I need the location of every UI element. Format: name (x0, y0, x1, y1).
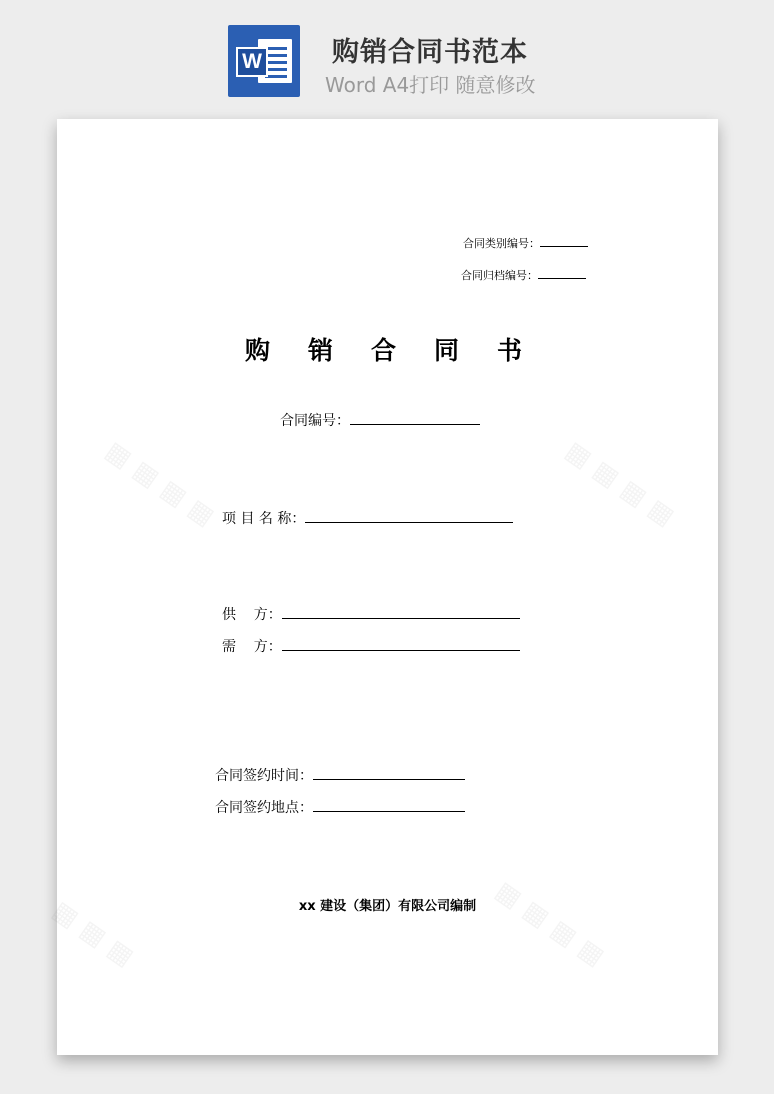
watermark: ▦ ▦ ▦ ▦ (559, 435, 680, 533)
watermark: ▦ ▦ ▦ ▦ (489, 875, 610, 973)
word-letter: W (236, 47, 268, 77)
sign-time-line[interactable] (313, 767, 465, 780)
buyer-line[interactable] (282, 638, 520, 651)
archive-no-field (461, 266, 586, 283)
footer-organization: xx 建设（集团）有限公司编制 (298, 899, 477, 914)
contract-no-label: 合同编号： (280, 413, 350, 429)
category-no-field (463, 234, 588, 251)
project-name-field (222, 508, 513, 528)
supplier-line[interactable] (282, 606, 520, 619)
contract-no-line[interactable] (350, 412, 480, 425)
watermark: ▦ ▦ ▦ ▦ (99, 435, 220, 533)
supplier-field (222, 604, 520, 624)
archive-no-label: 合同归档编号： (461, 269, 538, 282)
sign-time-field (215, 765, 465, 785)
sign-place-line[interactable] (313, 799, 465, 812)
project-name-line[interactable] (305, 510, 513, 523)
template-title: 购销合同书范本 (332, 37, 528, 68)
category-no-line[interactable] (540, 234, 588, 247)
archive-no-line[interactable] (538, 266, 586, 279)
sign-place-field (215, 797, 465, 817)
template-subtitle: Word A4打印 随意修改 (325, 73, 536, 97)
sign-place-label: 合同签约地点： (215, 800, 313, 816)
sign-time-label: 合同签约时间： (215, 768, 313, 784)
document-title: 购销合同书 (245, 336, 561, 365)
category-no-label: 合同类别编号： (463, 237, 540, 250)
buyer-field (222, 636, 520, 656)
watermark: ▦ ▦ ▦ (46, 895, 140, 973)
word-icon (228, 25, 300, 97)
template-header (0, 0, 774, 110)
supplier-label: 供 方： (222, 607, 282, 623)
buyer-label: 需 方： (222, 639, 282, 655)
project-name-label: 项 目 名 称： (222, 511, 306, 527)
document-page (46, 119, 718, 1055)
contract-no-field (280, 410, 480, 430)
